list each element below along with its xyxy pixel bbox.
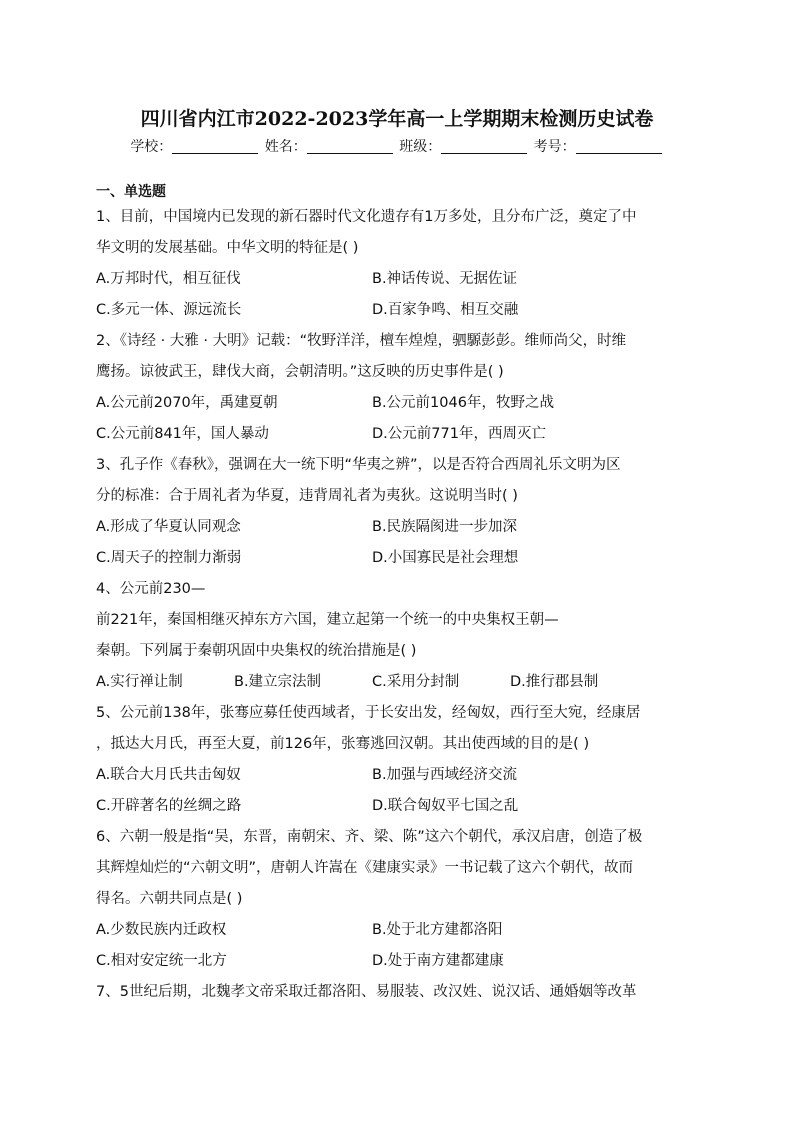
question-4-line-1: 4、公元前230— bbox=[96, 581, 206, 597]
number-label: 考号： bbox=[533, 139, 576, 155]
name-label: 姓名： bbox=[264, 139, 307, 155]
section-heading: 一、单选题 bbox=[96, 184, 166, 200]
question-7-line-1: 7、5世纪后期，北魏孝文帝采取迁都洛阳、易服装、改汉姓、说汉话、通婚姻等改革 bbox=[96, 984, 637, 1000]
question-3-line-2: 分的标准：合于周礼者为华夏，违背周礼者为夷狄。这说明当时( ) bbox=[96, 488, 518, 504]
class-label: 班级： bbox=[399, 139, 442, 155]
name-blank[interactable] bbox=[307, 139, 393, 154]
class-blank[interactable] bbox=[441, 139, 527, 154]
question-2-option-b[interactable]: B.公元前1046年，牧野之战 bbox=[372, 395, 554, 411]
student-info-row bbox=[0, 136, 794, 156]
question-5-option-d[interactable]: D.联合匈奴平七国之乱 bbox=[372, 798, 519, 814]
question-1-option-d[interactable]: D.百家争鸣、相互交融 bbox=[372, 302, 519, 318]
question-2-option-c[interactable]: C.公元前841年，国人暴动 bbox=[96, 426, 269, 442]
question-5-option-a[interactable]: A.联合大月氏共击匈奴 bbox=[96, 767, 241, 783]
question-4-option-c[interactable]: C.采用分封制 bbox=[372, 674, 460, 690]
question-2-option-d[interactable]: D.公元前771年，西周灭亡 bbox=[372, 426, 546, 442]
question-6-option-a[interactable]: A.少数民族内迁政权 bbox=[96, 922, 227, 938]
question-4-option-a[interactable]: A.实行禅让制 bbox=[96, 674, 183, 690]
school-label: 学校： bbox=[130, 139, 173, 155]
question-3-option-b[interactable]: B.民族隔阂进一步加深 bbox=[372, 519, 518, 535]
question-4-line-3: 秦朝。下列属于秦朝巩固中央集权的统治措施是( ) bbox=[96, 643, 417, 659]
question-1-line-2: 华文明的发展基础。中华文明的特征是( ) bbox=[96, 240, 359, 256]
question-6-option-c[interactable]: C.相对安定统一北方 bbox=[96, 953, 227, 969]
question-5-line-2: ，抵达大月氏，再至大夏，前126年，张骞逃回汉朝。其出使西域的目的是( ) bbox=[96, 736, 590, 752]
question-2-option-a[interactable]: A.公元前2070年，禹建夏朝 bbox=[96, 395, 278, 411]
page-title: 四川省内江市2022-2023学年高一上学期期末检测历史试卷 bbox=[140, 108, 654, 130]
question-6-option-d[interactable]: D.处于南方建都建康 bbox=[372, 953, 504, 969]
question-6-line-1: 6、六朝一般是指“吴，东晋，南朝宋、齐、梁、陈”这六个朝代，承汉启唐，创造了极 bbox=[96, 829, 643, 845]
question-2-line-1: 2、《诗经 · 大雅 · 大明》记载：“牧野洋洋，檀车煌煌，驷騵彭彭。维师尚父，时维 bbox=[96, 333, 627, 349]
question-1-option-b[interactable]: B.神话传说、无据佐证 bbox=[372, 271, 518, 287]
question-4-line-2: 前221年，秦国相继灭掉东方六国，建立起第一个统一的中央集权王朝— bbox=[96, 612, 559, 628]
question-6-option-b[interactable]: B.处于北方建都洛阳 bbox=[372, 922, 503, 938]
number-blank[interactable] bbox=[576, 139, 662, 154]
question-5-line-1: 5、公元前138年，张骞应募任使西域者，于长安出发，经匈奴，西行至大宛，经康居 bbox=[96, 705, 641, 721]
question-3-option-a[interactable]: A.形成了华夏认同观念 bbox=[96, 519, 241, 535]
question-4-option-b[interactable]: B.建立宗法制 bbox=[234, 674, 322, 690]
question-6-line-2: 其辉煌灿烂的“六朝文明”，唐朝人许嵩在《建康实录》一书记载了这六个朝代，故而 bbox=[96, 860, 634, 876]
question-3-option-d[interactable]: D.小国寡民是社会理想 bbox=[372, 550, 519, 566]
question-5-option-c[interactable]: C.开辟著名的丝绸之路 bbox=[96, 798, 242, 814]
question-4-option-d[interactable]: D.推行郡县制 bbox=[510, 674, 599, 690]
question-3-option-c[interactable]: C.周天子的控制力渐弱 bbox=[96, 550, 242, 566]
question-2-line-2: 鹰扬。谅彼武王，肆伐大商，会朝清明。”这反映的历史事件是( ) bbox=[96, 364, 504, 380]
question-3-line-1: 3、孔子作《春秋》，强调在大一统下明“华夷之辨”，以是否符合西周礼乐文明为区 bbox=[96, 457, 621, 473]
question-6-line-3: 得名。六朝共同点是( ) bbox=[96, 891, 243, 907]
question-1-line-1: 1、目前，中国境内已发现的新石器时代文化遗存有1万多处，且分布广泛，奠定了中 bbox=[96, 209, 637, 225]
question-1-option-c[interactable]: C.多元一体、源远流长 bbox=[96, 302, 242, 318]
school-blank[interactable] bbox=[172, 139, 258, 154]
question-5-option-b[interactable]: B.加强与西域经济交流 bbox=[372, 767, 518, 783]
question-1-option-a[interactable]: A.万邦时代，相互征伐 bbox=[96, 271, 241, 287]
